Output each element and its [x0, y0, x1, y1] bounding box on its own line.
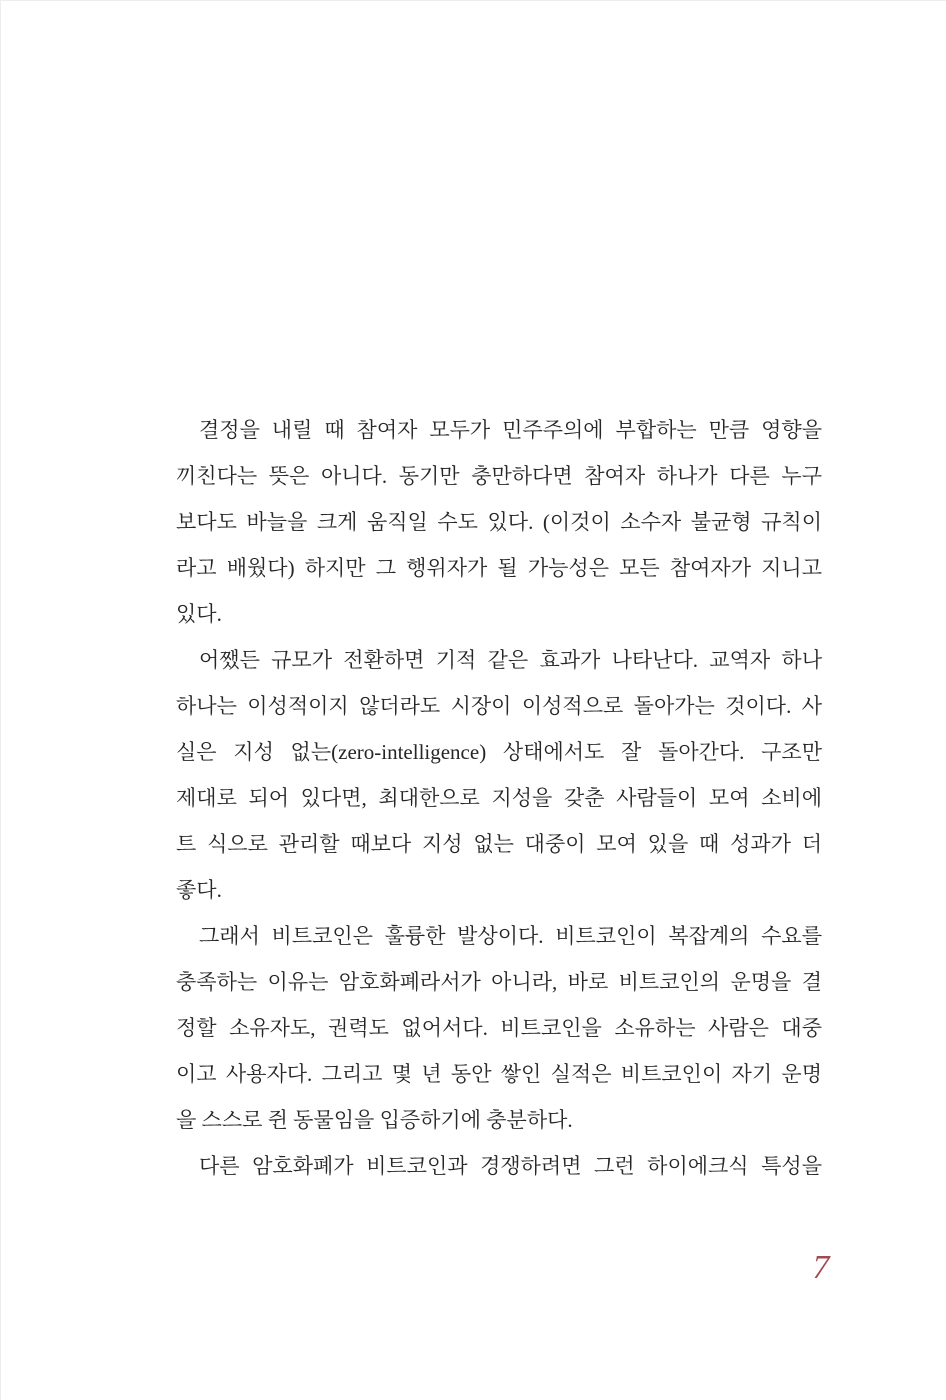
page-number: 7 — [812, 1249, 830, 1286]
text-line: 끼친다는 뜻은 아니다. 동기만 충만하다면 참여자 하나가 다른 누구 — [176, 464, 822, 488]
text-line: 보다도 바늘을 크게 움직일 수도 있다. (이것이 소수자 불균형 규칙이 — [176, 510, 822, 534]
text-line: 그래서 비트코인은 훌륭한 발상이다. 비트코인이 복잡계의 수요를 — [199, 924, 822, 948]
text-line: 하나는 이성적이지 않더라도 시장이 이성적으로 돌아가는 것이다. 사 — [176, 694, 822, 718]
text-line: 트 식으로 관리할 때보다 지성 없는 대중이 모여 있을 때 성과가 더 — [176, 832, 822, 856]
text-line: 실은 지성 없는(zero-intelligence) 상태에서도 잘 돌아간다. 구조만 — [176, 740, 822, 764]
text-line: 있다. — [176, 602, 222, 626]
text-line: 제대로 되어 있다면, 최대한으로 지성을 갖춘 사람들이 모여 소비에 — [176, 786, 822, 810]
text-line: 어쨌든 규모가 전환하면 기적 같은 효과가 나타난다. 교역자 하나 — [199, 648, 822, 672]
text-line: 충족하는 이유는 암호화폐라서가 아니라, 바로 비트코인의 운명을 결 — [176, 970, 822, 994]
text-line: 다른 암호화폐가 비트코인과 경쟁하려면 그런 하이에크식 특성을 — [199, 1154, 822, 1178]
paragraph — [176, 407, 822, 637]
text-line: 정할 소유자도, 권력도 없어서다. 비트코인을 소유하는 사람은 대중 — [176, 1016, 822, 1040]
text-line: 을 스스로 쥔 동물임을 입증하기에 충분하다. — [176, 1108, 573, 1132]
text-line: 좋다. — [176, 878, 222, 902]
text-line: 라고 배웠다) 하지만 그 행위자가 될 가능성은 모든 참여자가 지니고 — [176, 556, 822, 580]
paragraph — [176, 1143, 822, 1189]
text-block — [176, 407, 822, 1189]
text-line: 이고 사용자다. 그리고 몇 년 동안 쌓인 실적은 비트코인이 자기 운명 — [176, 1062, 822, 1086]
paragraph — [176, 913, 822, 1143]
text-line: 결정을 내릴 때 참여자 모두가 민주주의에 부합하는 만큼 영향을 — [199, 418, 822, 442]
paragraph — [176, 637, 822, 913]
